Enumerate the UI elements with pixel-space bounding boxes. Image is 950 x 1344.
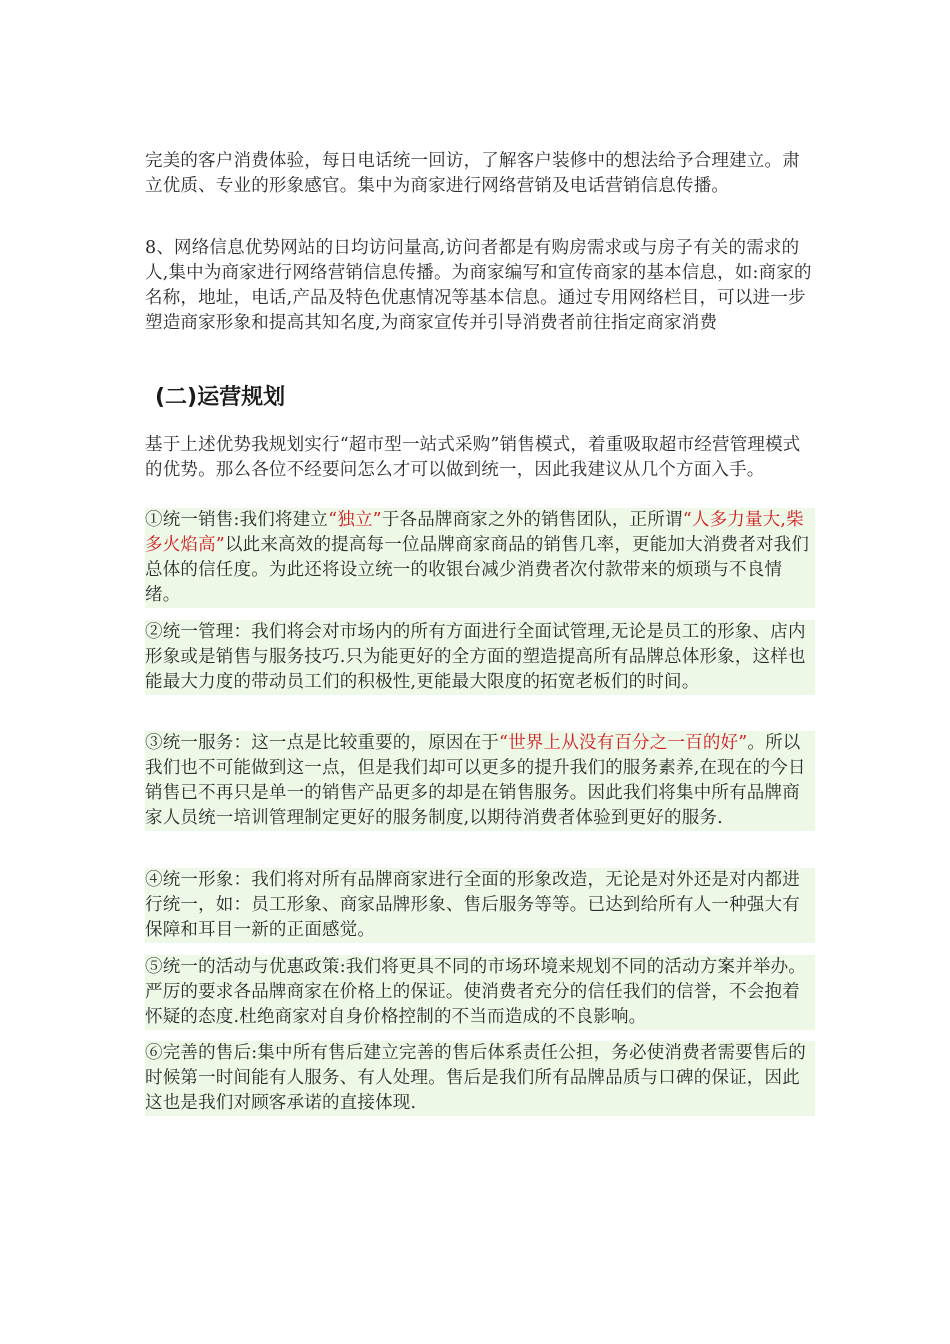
- paragraph-text: [145, 508, 815, 608]
- paragraph-text: [145, 731, 815, 831]
- paragraph-text: ⑥完善的售后:集中所有售后建立完善的售后体系责任公担，务必使消费者需要售后的时候第一时间能有人服务、有人处理。售后是我们所有品牌品质与口碑的保证，因此这也是我们对顾客承诺的直接体现.: [145, 1043, 806, 1113]
- intro-paragraph-2: [145, 236, 815, 336]
- section-heading: (二)运营规划: [155, 385, 286, 410]
- list-item-unified-management: [145, 620, 815, 695]
- item-text: 于各品牌商家之外的销售团队，正所谓: [381, 510, 683, 530]
- paragraph-text: ②统一管理：我们将会对市场内的所有方面进行全面试管理,无论是员工的形象、店内形象或是销售与服务技巧.只为能更好的全方面的塑造提高所有品牌总体形象，这样也能最大力度的带动员工们的积极性,更能最大限度的拓宽老板们的时间。: [145, 622, 806, 692]
- list-item-unified-service: [145, 731, 815, 831]
- item-text: 。所以我们也不可能做到这一点，但是我们却可以更多的提升我们的服务素养,在现在的今日销售已不再只是单一的销售产品更多的却是在销售服务。因此我们将集中所有品牌商家人员统一培训管理制定更好的服务制度,以期待消费者体验到更好的服务.: [145, 733, 806, 828]
- paragraph-text: ④统一形象：我们将对所有品牌商家进行全面的形象改造，无论是对外还是对内都进行统一，如：员工形象、商家品牌形象、售后服务等等。已达到给所有人一种强大有保障和耳目一新的正面感觉。: [145, 870, 800, 940]
- list-item-unified-promotions: [145, 955, 815, 1030]
- highlight-quote: “独立”: [328, 510, 382, 530]
- item-text: ③统一服务：这一点是比较重要的，原因在于: [145, 733, 499, 753]
- list-item-unified-sales: [145, 508, 815, 608]
- paragraph-text: 8、网络信息优势网站的日均访问量高,访问者都是有购房需求或与房子有关的需求的人,集中为商家进行网络营销信息传播。为商家编写和宣传商家的基本信息，如:商家的名称，地址，电话,产品及特色优惠情况等基本信息。通过专用网络栏目，可以进一步塑造商家形象和提高其知名度,为商家宣传并引导消费者前往指定商家消费: [145, 238, 812, 333]
- paragraph-text: ⑤统一的活动与优惠政策:我们将更具不同的市场环境来规划不同的活动方案并举办。严厉的要求各品牌商家在价格上的保证。使消费者充分的信任我们的信誉，不会抱着怀疑的态度.杜绝商家对自身价格控制的不当而造成的不良影响。: [145, 957, 806, 1027]
- paragraph-text: 完美的客户消费体验，每日电话统一回访，了解客户装修中的想法给予合理建立。肃立优质、专业的形象感官。集中为商家进行网络营销及电话营销信息传播。: [145, 151, 800, 196]
- list-item-unified-image: [145, 868, 815, 943]
- highlight-quote: “世界上从没有百分之一百的好”: [499, 733, 748, 753]
- highlight-quote: “人多力量大,柴多火焰高”: [145, 510, 804, 555]
- list-item-after-sales: [145, 1041, 815, 1116]
- plan-intro-paragraph: [145, 433, 815, 483]
- paragraph-text: 基于上述优势我规划实行“超市型一站式采购”销售模式，着重吸取超市经营管理模式的优势。那么各位不经要问怎么才可以做到统一，因此我建议从几个方面入手。: [145, 435, 801, 480]
- intro-paragraph-1: [145, 149, 815, 199]
- item-text: 以此来高效的提高每一位品牌商家商品的销售几率，更能加大消费者对我们总体的信任度。为此还将设立统一的收银台减少消费者次付款带来的烦琐与不良情绪。: [145, 535, 810, 605]
- item-text: ①统一销售:我们将建立: [145, 510, 329, 530]
